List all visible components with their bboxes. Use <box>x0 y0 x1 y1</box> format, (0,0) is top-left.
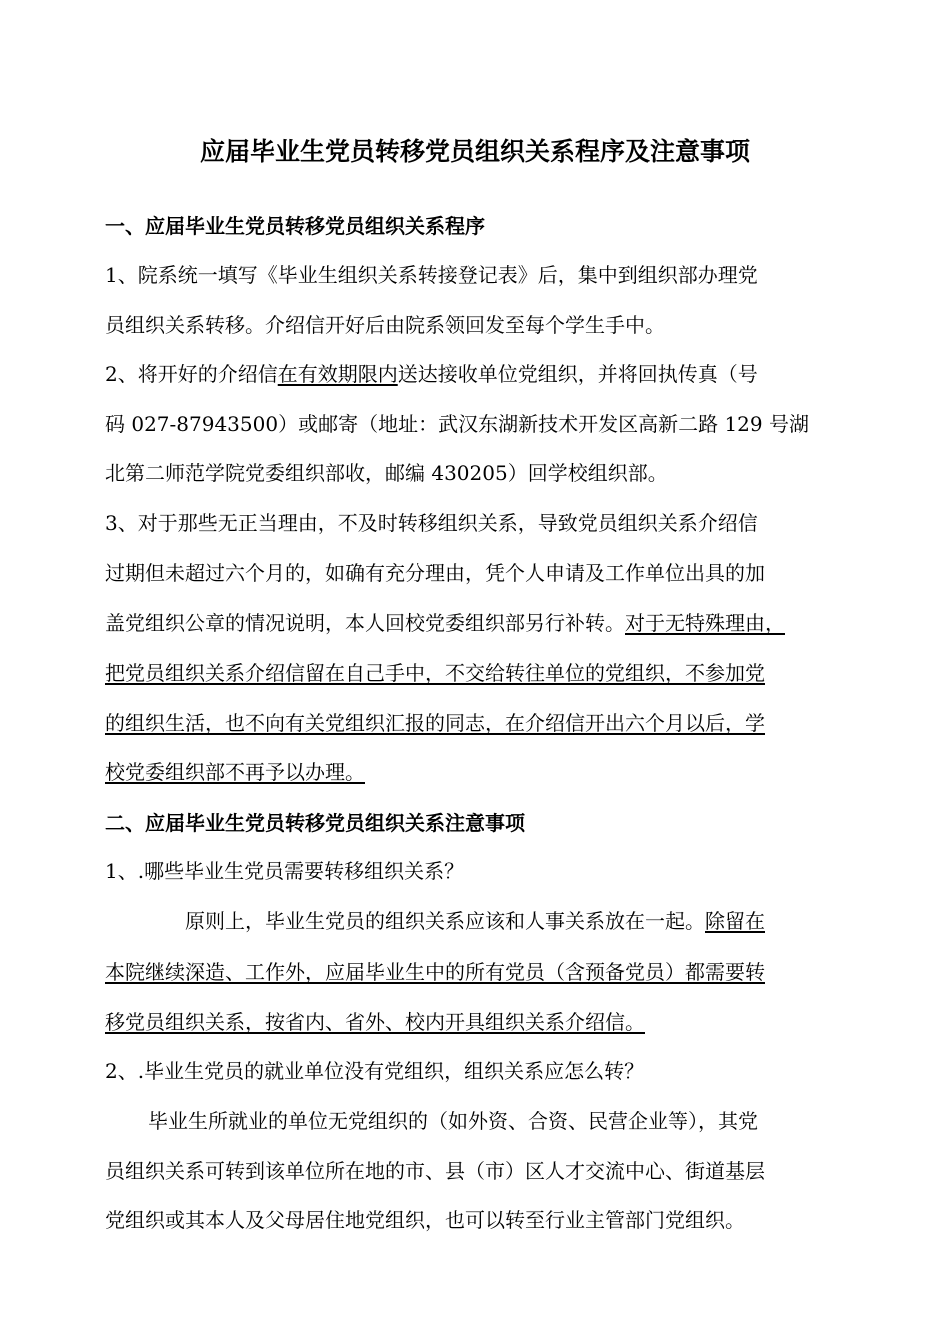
question-2: 2、.毕业生党员的就业单位没有党组织，组织关系应怎么转？ <box>105 1059 645 1083</box>
answer-1-line-3: 移党员组织关系，按省内、省外、校内开具组织关系介绍信。 <box>105 1010 645 1034</box>
item-3-line-2: 过期但未超过六个月的，如确有充分理由，凭个人申请及工作单位出具的加 <box>105 561 765 585</box>
item-2-text-rest: 送达接收单位党组织，并将回执传真（号 <box>397 362 758 386</box>
item-1-line-2: 员组织关系转移。介绍信开好后由院系领回发至每个学生手中。 <box>105 313 665 337</box>
item-2-underlined-text: 在有效期限内 <box>277 362 398 386</box>
answer-2-line-2: 员组织关系可转到该单位所在地的市、县（市）区人才交流中心、街道基层 <box>105 1159 765 1183</box>
question-1: 1、.哪些毕业生党员需要转移组织关系？ <box>105 859 465 883</box>
item-3-line-3 <box>105 608 785 638</box>
item-3-line-5: 的组织生活，也不向有关党组织汇报的同志，在介绍信开出六个月以后，学 <box>105 711 765 735</box>
item-3-text: 盖党组织公章的情况说明，本人回校党委组织部另行补转。 <box>105 611 625 635</box>
item-3-line-6: 校党委组织部不再予以办理。 <box>105 760 365 784</box>
section-2-heading: 二、应届毕业生党员转移党员组织关系注意事项 <box>105 811 525 835</box>
item-2-line-3: 北第二师范学院党委组织部收，邮编 430205）回学校组织部。 <box>105 461 668 485</box>
item-2-line-1 <box>105 359 758 389</box>
section-1-heading: 一、应届毕业生党员转移党员组织关系程序 <box>105 214 485 238</box>
item-1-line-1: 1、院系统一填写《毕业生组织关系转接登记表》后，集中到组织部办理党 <box>105 263 758 287</box>
item-2-text: 2、将开好的介绍信 <box>105 362 278 386</box>
item-2-line-2: 码 027-87943500）或邮寄（地址：武汉东湖新技术开发区高新二路 129 号湖 <box>105 412 809 436</box>
answer-1-line-2: 本院继续深造、工作外，应届毕业生中的所有党员（含预备党员）都需要转 <box>105 960 765 984</box>
answer-1-underlined-text: 除留在 <box>705 909 765 933</box>
answer-1-line-1 <box>185 906 765 936</box>
answer-2-line-3: 党组织或其本人及父母居住地党组织，也可以转至行业主管部门党组织。 <box>105 1208 745 1232</box>
item-3-line-4: 把党员组织关系介绍信留在自己手中，不交给转往单位的党组织，不参加党 <box>105 661 765 685</box>
answer-1-text: 原则上，毕业生党员的组织关系应该和人事关系放在一起。 <box>185 909 705 933</box>
item-3-line-1: 3、对于那些无正当理由，不及时转移组织关系，导致党员组织关系介绍信 <box>105 511 758 535</box>
answer-2-line-1: 毕业生所就业的单位无党组织的（如外资、合资、民营企业等），其党 <box>148 1109 758 1133</box>
document-title: 应届毕业生党员转移党员组织关系程序及注意事项 <box>199 137 750 166</box>
item-3-underlined-text: 对于无特殊理由， <box>625 611 785 635</box>
